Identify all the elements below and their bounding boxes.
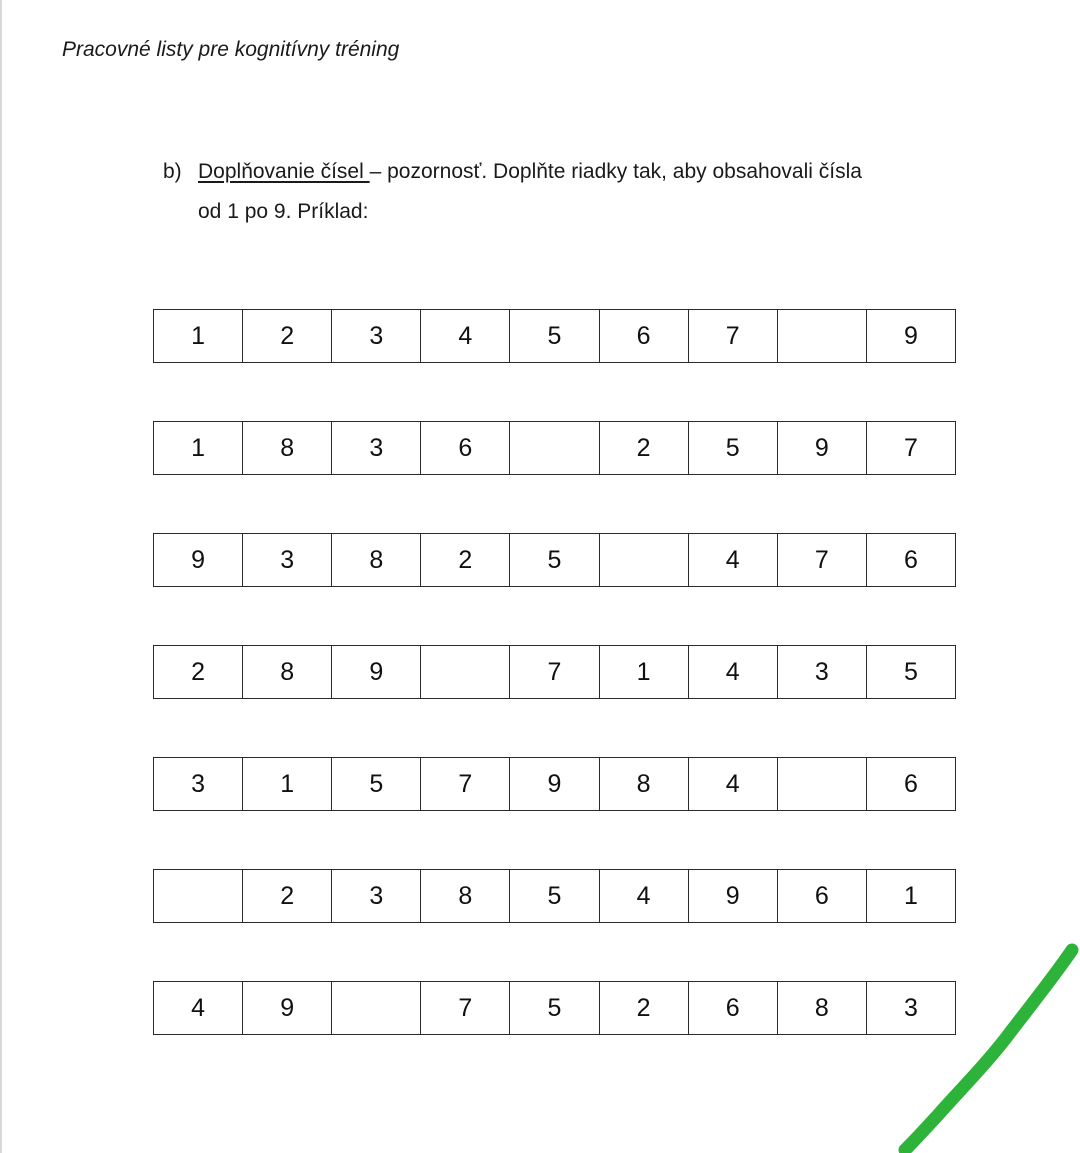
cell: 7	[421, 758, 510, 810]
cell: 6	[903, 769, 918, 798]
cell: 7	[421, 982, 510, 1034]
task-title: Doplňovanie čísel	[198, 160, 370, 183]
cell: 4	[689, 534, 778, 586]
cell: 7	[903, 433, 918, 462]
instruction-text-1: – pozornosť. Doplňte riadky tak, aby obsahovali čísla	[369, 160, 862, 183]
cell: 8	[243, 422, 332, 474]
cell: 9	[510, 758, 599, 810]
cell: 7	[778, 534, 867, 586]
cell: 4	[154, 982, 243, 1034]
cell: 5	[510, 310, 599, 362]
cell: 8	[243, 646, 332, 698]
cell: 7	[510, 646, 599, 698]
cell: 3	[778, 646, 867, 698]
cell: 9	[778, 422, 867, 474]
cell: 2	[154, 646, 243, 698]
cell: 5	[903, 657, 918, 686]
cell: 1	[600, 646, 689, 698]
cell: 4	[689, 646, 778, 698]
cell: 3	[154, 758, 243, 810]
cell: 5	[510, 982, 599, 1034]
cell: 2	[243, 870, 332, 922]
cell: 6	[689, 982, 778, 1034]
cell: 8	[778, 982, 867, 1034]
cell: 3	[332, 310, 421, 362]
page-header: Pracovné listy pre kognitívny tréning	[62, 38, 400, 61]
cell: 3	[243, 534, 332, 586]
instruction-line-2: od 1 po 9. Príklad:	[198, 200, 369, 223]
check-stroke-icon	[905, 950, 1072, 1150]
cell: 9	[903, 321, 918, 350]
cell: 5	[689, 422, 778, 474]
cell: 8	[421, 870, 510, 922]
cell: 4	[600, 870, 689, 922]
cell: 1	[243, 758, 332, 810]
cell: 1	[903, 881, 918, 910]
cell: 5	[510, 534, 599, 586]
cell: 6	[600, 310, 689, 362]
cell: 2	[600, 422, 689, 474]
cell: 5	[510, 870, 599, 922]
cell: 3	[332, 422, 421, 474]
cell: 1	[154, 422, 243, 474]
cell: 7	[689, 310, 778, 362]
cell: 1	[154, 310, 243, 362]
cell: 6	[903, 545, 918, 574]
cell: 4	[689, 758, 778, 810]
cell: 5	[332, 758, 421, 810]
cell: 9	[689, 870, 778, 922]
cell: 3	[903, 993, 918, 1022]
cell: 8	[600, 758, 689, 810]
cell: 4	[421, 310, 510, 362]
cell: 3	[332, 870, 421, 922]
cell: 9	[332, 646, 421, 698]
cell: 2	[243, 310, 332, 362]
cell: 6	[778, 870, 867, 922]
cell: 9	[243, 982, 332, 1034]
cell: 9	[154, 534, 243, 586]
cell: 2	[421, 534, 510, 586]
cell: 6	[421, 422, 510, 474]
task-marker: b)	[163, 160, 182, 183]
cell: 8	[332, 534, 421, 586]
cell: 2	[600, 982, 689, 1034]
